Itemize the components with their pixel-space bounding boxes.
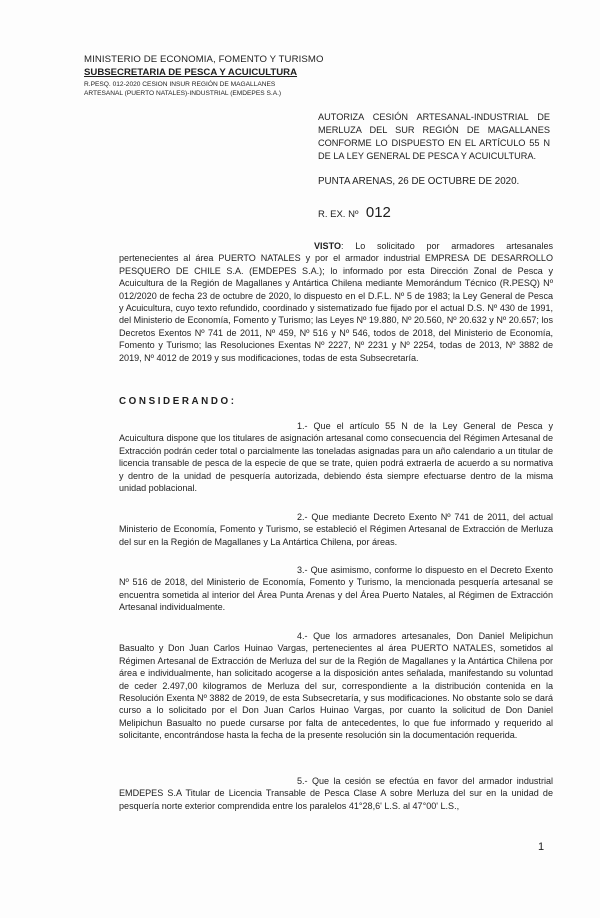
- considerando-4: [119, 630, 553, 742]
- considerando-2: [119, 511, 553, 548]
- considerando-text: Que mediante Decreto Exento Nº 741 de 2011, del actual Ministerio de Economía, Fomento y Turismo, se estableció el Régimen Artesanal de Extracción de Merluza del sur en la Región de Magallanes y La Antártica Chilena, por áreas.: [119, 512, 553, 547]
- resolution-number: 012: [365, 204, 391, 221]
- considerando-text: Que los armadores artesanales, Don Daniel Melipichun Basualto y Don Juan Carlos Huinao Vargas, pertenecientes al área PUERTO NATALES, sometidos al Régimen Artesanal de Extracción de Merluza del sur de la Región de Magallanes y la Antártica Chilena por área e individualmente, han solicitado acogerse a la disposición antes señalada, manifestando su voluntad de ceder 2.497,00 kilogramos de Merluza del sur, correspondiente a la distribución contenida en la Resolución Exenta Nº 3882 de 2019, de esta Subsecretaría, y sus modificaciones. No obstante solo se dará curso a lo solicitado por el Don Juan Carlos Huinao Vargas, por cuanto la solicitud de Don Daniel Melipichun Basualto no puede cursarse por falta de antecedentes, lo que fue informado y requerido al solicitante, encontrándose hasta la fecha de la presente resolución sin la documentación requerida.: [119, 631, 554, 741]
- visto-text: : Lo solicitado por armadores artesanales pertenecientes al área PUERTO NATALES y por el armador industrial EMPRESA DE DESARROLLO PESQUERO DE CHILE S.A. (EMDEPES S.A.); lo informado por esta Dirección Zonal de Pesca y Acuicultura de la Región de Magallanes y Antártica Chilena mediante Memorándum Técnico (R.PESQ) Nº 012/2020 de fecha 23 de octubre de 2020, lo dispuesto en el D.F.L. Nº 5 de 1983; la Ley General de Pesca y Acuicultura, cuyo texto refundido, coordinado y sistematizado fue fijado por el actual D.S. Nº 430 de 1991, del Ministerio de Economía, Fomento y Turismo; las Leyes Nº 19.880, Nº 20.560, Nº 20.632 y Nº 20.657; los Decretos Exentos Nº 741 de 2011, Nº 459, Nº 516 y Nº 546, todos de 2018, del Ministerio de Economía, Fomento y Turismo; las Resoluciones Exentas Nº 2227, Nº 2231 y Nº 2254, todas de 2013, Nº 3882 de 2019, Nº 4012 de 2019 y sus modificaciones, todas de esta Subsecretaría.: [119, 241, 553, 363]
- considerando-number: 3.-: [297, 565, 308, 575]
- reference-line-1: R.PESQ. 012-2020 CESION INSUR REGIÓN DE MAGALLANES: [84, 81, 276, 88]
- visto-paragraph: [119, 240, 553, 364]
- considerando-number: 4.-: [297, 631, 308, 641]
- letterhead: [84, 54, 344, 97]
- resolution-number-line: [318, 204, 391, 222]
- considerando-number: 5.-: [297, 776, 308, 786]
- considerando-number: 1.-: [297, 421, 308, 431]
- ministry-name: MINISTERIO DE ECONOMIA, FOMENTO Y TURISMO: [84, 54, 324, 65]
- considerando-5: [119, 775, 553, 812]
- page-number: 1: [538, 841, 545, 853]
- resolution-label: R. EX. Nº: [318, 209, 359, 220]
- considerando-text: Que el artículo 55 N de la Ley General de Pesca y Acuicultura dispone que los titulares de asignación artesanal como consecuencia del Régimen Artesanal de Extracción podrán ceder total o parcialmente las toneladas asignadas para un año calendario a un titular de licencia transable de pesca de la especie de que se trate, quien podrá extraerla de acuerdo a su normativa y dentro de la unidad de pesquería autorizada, debiendo ésta siempre efectuarse dentro de la misma unidad poblacional.: [119, 421, 553, 494]
- reference-line-2: ARTESANAL (PUERTO NATALES)-INDUSTRIAL (EMDEPES S.A.): [84, 90, 282, 97]
- considerando-1: [119, 420, 553, 494]
- considerando-text: Que asimismo, conforme lo dispuesto en el Decreto Exento Nº 516 de 2018, del Ministerio de Economía, Fomento y Turismo, la mencionada pesquería artesanal se encuentra sometida al interior del Área Punta Arenas y del Área Puerto Natales, al Régimen de Extracción Artesanal individualmente.: [119, 565, 554, 613]
- considerando-text: Que la cesión se efectúa en favor del armador industrial EMDEPES S.A Titular de Licencia Transable de Pesca Clase A sobre Merluza del sur en la unidad de pesquería norte exterior comprendida entre los paralelos 41°28,6' L.S. al 47°00' L.S.,: [119, 776, 554, 811]
- resolution-summary: AUTORIZA CESIÓN ARTESANAL-INDUSTRIAL DE MERLUZA DEL SUR REGIÓN DE MAGALLANES CONFORME LO DISPUESTO EN EL ARTÍCULO 55 N DE LA LEY GENERAL DE PESCA Y ACUICULTURA.: [318, 112, 550, 161]
- considerando-number: 2.-: [297, 512, 308, 522]
- considerando-3: [119, 564, 553, 614]
- visto-heading: VISTO: [314, 241, 341, 251]
- place-date: PUNTA ARENAS, 26 DE OCTUBRE DE 2020.: [318, 176, 520, 187]
- subsecretaria-name: SUBSECRETARIA DE PESCA Y ACUICULTURA: [84, 67, 298, 78]
- considerando-heading: CONSIDERANDO:: [119, 396, 237, 407]
